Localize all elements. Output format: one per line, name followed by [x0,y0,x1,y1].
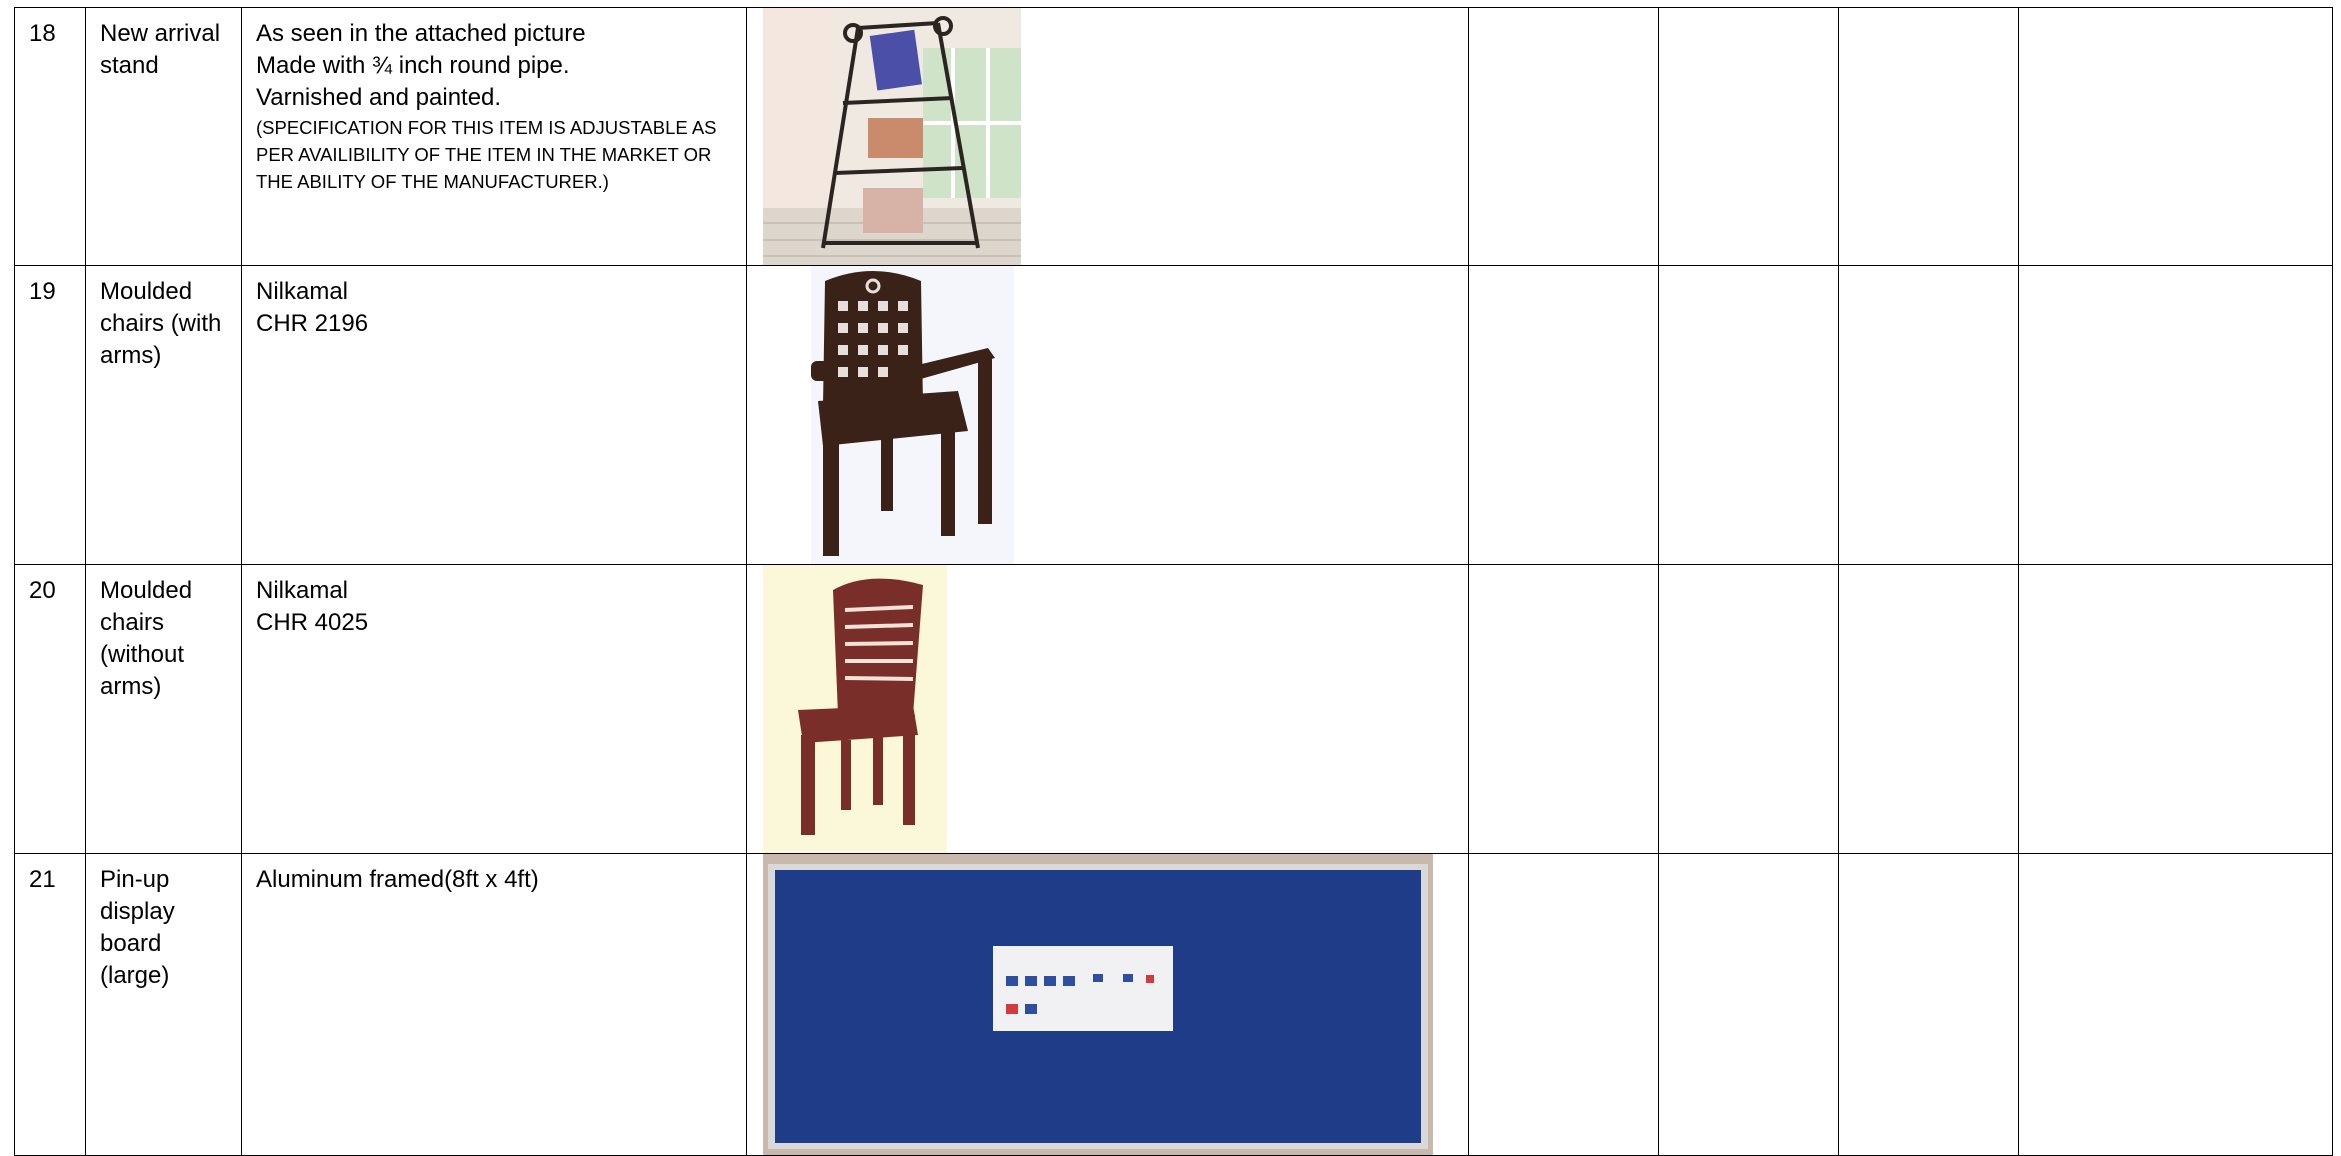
display-board-photo [763,854,1433,1155]
armchair-photo [763,266,1060,564]
empty-cell [1659,8,1839,266]
spec-line: Aluminum framed(8ft x 4ft) [256,866,539,893]
serial-number: 18 [29,20,56,47]
specification-table [14,7,2333,1156]
item-name-cell [86,266,242,565]
image-cell [747,854,1469,1156]
specification-cell [242,565,747,854]
spec-line: Made with ¾ inch round pipe. [256,52,570,79]
table-row [15,266,2333,565]
empty-cell [1839,854,2019,1156]
spec-line: Nilkamal [256,278,349,305]
image-cell [747,8,1469,266]
empty-cell [1839,565,2019,854]
item-name: Moulded chairs (with arms) [100,278,222,369]
item-name: Pin-up display board (large) [100,866,175,989]
item-name: New arrival stand [100,20,221,79]
serial-number-cell [15,565,86,854]
empty-cell [2019,8,2333,266]
spec-line: Nilkamal [256,577,349,604]
empty-cell [1469,8,1659,266]
item-name-cell [86,854,242,1156]
specification-cell [242,854,747,1156]
table-row [15,854,2333,1156]
spec-line: CHR 4025 [256,609,369,636]
empty-cell [2019,266,2333,565]
empty-cell [1469,854,1659,1156]
item-name: Moulded chairs (without arms) [100,577,193,700]
item-name-cell [86,565,242,854]
item-name-cell [86,8,242,266]
empty-cell [1659,565,1839,854]
table-row [15,565,2333,854]
spec-line: CHR 2196 [256,310,369,337]
image-cell [747,266,1469,565]
empty-cell [2019,854,2333,1156]
chair-photo [763,565,947,853]
table-row [15,8,2333,266]
serial-number-cell [15,266,86,565]
serial-number: 20 [29,577,56,604]
specification-cell [242,8,747,266]
empty-cell [1469,266,1659,565]
empty-cell [1839,8,2019,266]
serial-number-cell [15,8,86,266]
serial-number-cell [15,854,86,1156]
image-cell [747,565,1469,854]
spec-line: Varnished and painted. [256,84,502,111]
empty-cell [2019,565,2333,854]
spec-line: As seen in the attached picture [256,20,586,47]
serial-number: 21 [29,866,56,893]
specification-cell [242,266,747,565]
empty-cell [1659,266,1839,565]
empty-cell [1839,266,2019,565]
serial-number: 19 [29,278,56,305]
empty-cell [1469,565,1659,854]
empty-cell [1659,854,1839,1156]
magazine-stand-photo [763,8,1021,265]
spec-note: (SPECIFICATION FOR THIS ITEM IS ADJUSTABLE AS PER AVAILIBILITY OF THE ITEM IN THE MARKET OR THE ABILITY OF THE MANUFACTURER.) [256,117,717,192]
